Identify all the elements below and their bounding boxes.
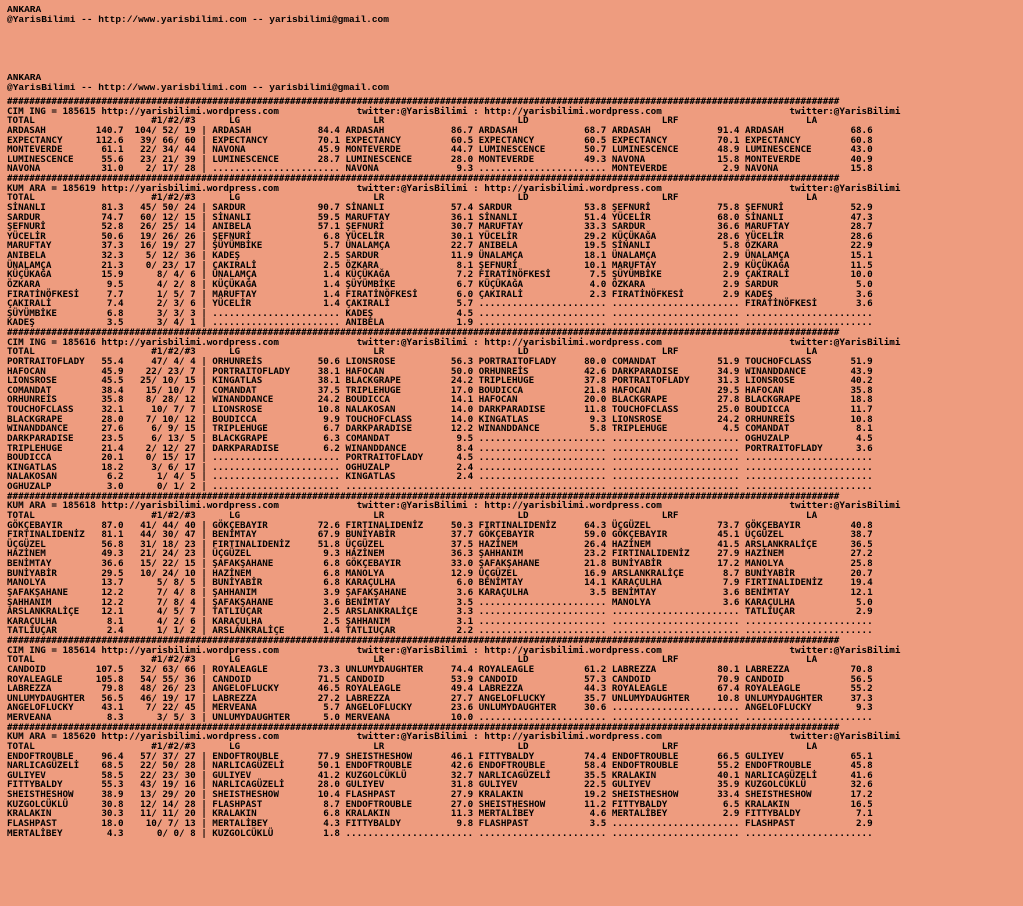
race-blocks [7, 97, 1023, 838]
race-block: ###################################################################################################################################################### KUM ARA = 185620 http://yarisbilimi.wordpress.com twitter:@YarisBilimi : http://yarisbilimi.wordpress.com twitter:@YarisBilimi TOTAL #1/#2/#3 LG LR LD LRF LA ENDOFTROUBLE 96.4 57/ 37/ 27 | ENDOFTROUBLE 77.9 SHEISTHESHOW 46.1 FITTYBALDY 74.4 ENDOFTROUBLE 66.5 GULIYEV 65.1 NARLICAGÜZELİ 68.5 22/ 50/ 28 | NARLICAGÜZELİ 50.1 ENDOFTROUBLE 42.6 ENDOFTROUBLE 58.4 ENDOFTROUBLE 55.2 ENDOFTROUBLE 45.8 GULIYEV 58.5 22/ 23/ 30 | GULIYEV 41.2 KUZGOLCÜKLÜ 32.7 NARLICAGÜZELİ 35.5 KRALAKIN 40.1 NARLICAGÜZELİ 41.6 FITTYBALDY 55.3 43/ 19/ 16 | NARLICAGÜZELİ 28.0 GULIYEV 31.8 GULIYEV 22.5 GULIYEV 35.9 KUZGOLCÜKLÜ 32.6 SHEISTHESHOW 38.9 13/ 29/ 20 | SHEISTHESHOW 10.4 FLASHPAST 27.9 KRALAKIN 19.2 SHEISTHESHOW 33.4 SHEISTHESHOW 17.2 KUZGOLCÜKLÜ 30.8 12/ 14/ 28 | FLASHPAST 8.7 ENDOFTROUBLE 27.0 SHEISTHESHOW 11.2 FITTYBALDY 6.5 KRALAKIN 16.5 KRALAKIN 30.3 11/ 11/ 20 | KRALAKIN 6.8 KRALAKIN 11.3 MERTALİBEY 4.6 MERTALİBEY 2.9 FITTYBALDY 7.1 FLASHPAST 18.0 10/ 7/ 13 | MERTALİBEY 4.3 FITTYBALDY 9.8 FLASHPAST 3.5 ....................... FLASHPAST 2.9 MERTALİBEY 4.3 0/ 0/ 8 | KUZGOLCÜKLÜ 1.8 ....................... ....................... ....................... ....................... [7, 722, 901, 839]
race-block: ###################################################################################################################################################### CIM ING = 185615 http://yarisbilimi.wordpress.com twitter:@YarisBilimi : http://yarisbilimi.wordpress.com twitter:@YarisBilimi TOTAL #1/#2/#3 LG LR LD LRF LA ARDASAH 140.7 104/ 52/ 19 | ARDASAH 84.4 ARDASAH 86.7 ARDASAH 68.7 ARDASAH 91.4 ARDASAH 68.6 EXPECTANCY 112.6 39/ 66/ 60 | EXPECTANCY 70.1 EXPECTANCY 60.5 EXPECTANCY 60.5 EXPECTANCY 70.1 EXPECTANCY 60.8 MONTEVERDE 61.1 22/ 34/ 44 | NAVONA 45.9 MONTEVERDE 44.7 LUMINESCENCE 50.7 LUMINESCENCE 48.9 LUMINESCENCE 43.0 LUMINESCENCE 55.6 23/ 21/ 39 | LUMINESCENCE 28.7 LUMINESCENCE 28.0 MONTEVERDE 49.3 NAVONA 15.8 MONTEVERDE 40.9 NAVONA 31.0 2/ 17/ 28 | ....................... NAVONA 9.3 ....................... MONTEVERDE 2.9 NAVONA 15.8 [7, 97, 901, 174]
contact-line-repeat: @YarisBilimi -- http://www.yarisbilimi.com -- yarisbilimi@gmail.com [7, 82, 389, 93]
race-block: ###################################################################################################################################################### KUM ARA = 185618 http://yarisbilimi.wordpress.com twitter:@YarisBilimi : http://yarisbilimi.wordpress.com twitter:@YarisBilimi TOTAL #1/#2/#3 LG LR LD LRF LA GÖKÇEBAYIR 87.0 41/ 44/ 40 | GÖKÇEBAYIR 72.6 FIRTINALIDENİZ 50.3 FIRTINALIDENİZ 64.3 ÜÇGÜZEL 73.7 GÖKÇEBAYIR 40.8 FIRTINALIDENİZ 81.1 44/ 30/ 47 | BENİMTAY 67.9 BUNİYABİR 37.7 GÖKÇEBAYIR 59.0 GÖKÇEBAYIR 45.1 ÜÇGÜZEL 38.7 ÜÇGÜZEL 56.8 31/ 18/ 23 | FIRTINALIDENİZ 51.8 ÜÇGÜZEL 37.5 HAZİNEM 26.4 HAZİNEM 41.5 ARSLANKRALİÇE 36.5 HAZİNEM 49.3 21/ 24/ 23 | ÜÇGÜZEL 9.3 HAZİNEM 36.3 ŞAHHANIM 23.2 FIRTINALIDENİZ 27.9 HAZİNEM 27.2 BENİMTAY 36.6 15/ 22/ 15 | ŞAFAKŞAHANE 6.8 GÖKÇEBAYIR 33.0 ŞAFAKŞAHANE 21.8 BUNİYABİR 17.2 MANOLYA 25.8 BUNİYABİR 29.5 10/ 24/ 10 | HAZİNEM 6.8 MANOLYA 12.9 ÜÇGÜZEL 16.9 ARSLANKRALİÇE 8.7 BUNİYABİR 20.7 MANOLYA 13.7 5/ 8/ 5 | BUNİYABİR 6.8 KARAÇULHA 6.0 BENİMTAY 14.1 KARAÇULHA 7.9 FIRTINALIDENİZ 19.4 ŞAFAKŞAHANE 12.2 7/ 4/ 8 | ŞAHHANIM 3.9 ŞAFAKŞAHANE 3.6 KARAÇULHA 3.5 BENİMTAY 3.6 BENİMTAY 12.1 ŞAHHANIM 12.2 7/ 8/ 4 | ŞAFAKŞAHANE 3.6 BENİMTAY 3.5 ....................... MANOLYA 3.6 KARAÇULHA 5.0 ARSLANKRALİÇE 12.1 4/ 5/ 7 | TATLIUÇAR 2.5 ARSLANKRALİÇE 3.3 ....................... ....................... TATLIUÇAR 2.9 KARAÇULHA 8.1 4/ 2/ 6 | KARAÇULHA 2.5 ŞAHHANIM 3.1 ....................... ....................... ....................... TATLIUÇAR 2.4 1/ 1/ 2 | ARSLANKRALİÇE 1.4 TATLIUÇAR 2.2 ....................... ....................... ....................... [7, 491, 901, 636]
contact-line: @YarisBilimi -- http://www.yarisbilimi.com -- yarisbilimi@gmail.com [7, 14, 389, 25]
report-header-top [7, 5, 1023, 25]
city-label-repeat: ANKARA [7, 72, 42, 83]
race-block: ###################################################################################################################################################### CIM ING = 185614 http://yarisbilimi.wordpress.com twitter:@YarisBilimi : http://yarisbilimi.wordpress.com twitter:@YarisBilimi TOTAL #1/#2/#3 LG LR LD LRF LA CANDOID 107.5 32/ 63/ 66 | ROYALEAGLE 73.3 UNLUMYDAUGHTER 74.4 ROYALEAGLE 61.2 LABREZZA 80.1 LABREZZA 70.8 ROYALEAGLE 105.8 54/ 55/ 36 | CANDOID 71.5 CANDOID 53.9 CANDOID 57.3 CANDOID 70.9 CANDOID 56.5 LABREZZA 79.8 48/ 26/ 23 | ANGELOFLUCKY 46.5 ROYALEAGLE 49.4 LABREZZA 44.3 ROYALEAGLE 67.4 ROYALEAGLE 55.2 UNLUMYDAUGHTER 56.5 46/ 19/ 17 | LABREZZA 27.2 LABREZZA 27.7 ANGELOFLUCKY 35.7 UNLUMYDAUGHTER 10.8 UNLUMYDAUGHTER 37.3 ANGELOFLUCKY 43.1 7/ 22/ 45 | MERVEANA 5.7 ANGELOFLUCKY 23.6 UNLUMYDAUGHTER 30.6 ....................... ANGELOFLUCKY 9.3 MERVEANA 8.3 3/ 5/ 3 | UNLUMYDAUGHTER 5.0 MERVEANA 10.0 ....................... ....................... ....................... [7, 636, 901, 723]
report-header-second [7, 73, 1023, 93]
race-block: ###################################################################################################################################################### KUM ARA = 185619 http://yarisbilimi.wordpress.com twitter:@YarisBilimi : http://yarisbilimi.wordpress.com twitter:@YarisBilimi TOTAL #1/#2/#3 LG LR LD LRF LA SİNANLI 81.3 45/ 50/ 24 | SARDUR 90.7 SİNANLI 57.4 SARDUR 53.8 ŞEFNURİ 75.8 ŞEFNURİ 52.9 SARDUR 74.7 60/ 12/ 15 | SİNANLI 59.5 MARUFTAY 36.1 SİNANLI 51.4 YÜCELİR 68.0 SİNANLI 47.3 ŞEFNURİ 52.8 26/ 25/ 14 | ANIBELA 57.1 ŞEFNURİ 30.7 MARUFTAY 33.3 SARDUR 36.6 MARUFTAY 28.7 YÜCELİR 50.6 19/ 26/ 26 | ŞEFNURİ 6.8 YÜCELİR 30.1 YÜCELİR 29.2 KÜÇÜKAĞA 28.6 YÜCELİR 28.6 MARUFTAY 37.3 16/ 19/ 27 | ŞÜYÜMBİKE 5.7 ÜNALAMÇA 22.7 ANIBELA 19.5 SİNANLI 5.8 ÖZKARA 22.9 ANIBELA 32.3 5/ 12/ 36 | KADEŞ 2.5 SARDUR 11.9 ÜNALAMÇA 18.1 ÜNALAMÇA 2.9 ÜNALAMÇA 15.1 ÜNALAMÇA 21.3 0/ 23/ 17 | ÇAKIRALİ 2.5 ÖZKARA 8.1 ŞEFNURİ 10.1 MARUFTAY 2.9 KÜÇÜKAĞA 11.5 KÜÇÜKAĞA 15.9 8/ 4/ 6 | ÜNALAMÇA 1.4 KÜÇÜKAĞA 7.2 FIRATİNÖFKESİ 7.5 ŞÜYÜMBİKE 2.9 ÇAKIRALİ 10.0 ÖZKARA 9.5 4/ 2/ 8 | KÜÇÜKAĞA 1.4 ŞÜYÜMBİKE 6.7 KÜÇÜKAĞA 4.0 ÖZKARA 2.9 SARDUR 5.0 FIRATİNÖFKESİ 7.7 1/ 5/ 7 | MARUFTAY 1.4 FIRATİNÖFKESİ 6.0 ÇAKIRALİ 2.3 FIRATİNÖFKESİ 2.9 KADEŞ 3.6 ÇAKIRALİ 7.4 2/ 3/ 6 | YÜCELİR 1.4 ÇAKIRALİ 5.7 ....................... ....................... FIRATİNÖFKESİ 3.6 ŞÜYÜMBİKE 6.8 3/ 3/ 3 | ....................... KADEŞ 4.5 ....................... ....................... ....................... KADEŞ 3.5 3/ 4/ 1 | ....................... ANIBELA 1.9 ....................... ....................... ....................... [7, 174, 901, 328]
race-block: ###################################################################################################################################################### CIM ING = 185616 http://yarisbilimi.wordpress.com twitter:@YarisBilimi : http://yarisbilimi.wordpress.com twitter:@YarisBilimi TOTAL #1/#2/#3 LG LR LD LRF LA PORTRAITOFLADY 55.4 47/ 4/ 4 | ORHUNREİS 50.6 LIONSROSE 56.3 PORTRAITOFLADY 80.0 COMANDAT 51.9 TOUCHOFCLASS 51.9 HAFOCAN 45.9 22/ 23/ 7 | PORTRAITOFLADY 38.1 HAFOCAN 50.0 ORHUNREİS 42.6 DARKPARADISE 34.9 WINANDDANCE 43.9 LIONSROSE 45.5 25/ 10/ 15 | KINGATLAS 38.1 BLACKGRAPE 24.2 TRIPLEHUGE 37.8 PORTRAITOFLADY 31.3 LIONSROSE 40.2 COMANDAT 38.4 15/ 10/ 7 | COMANDAT 37.5 TRIPLEHUGE 17.0 BOUDICCA 21.8 HAFOCAN 29.5 HAFOCAN 35.8 ORHUNREİS 35.8 8/ 28/ 12 | WINANDDANCE 24.2 BOUDICCA 14.1 HAFOCAN 20.0 BLACKGRAPE 27.8 BLACKGRAPE 18.8 TOUCHOFCLASS 32.1 10/ 7/ 7 | LIONSROSE 10.8 NALAKOSAN 14.0 DARKPARADISE 11.8 TOUCHOFCLASS 25.0 BOUDICCA 11.7 BLACKGRAPE 28.0 7/ 10/ 12 | BOUDICCA 9.9 TOUCHOFCLASS 14.0 KINGATLAS 9.3 LIONSROSE 24.2 ORHUNREİS 10.8 WINANDDANCE 27.6 6/ 9/ 15 | TRIPLEHUGE 6.7 DARKPARADISE 12.2 WINANDDANCE 5.8 TRIPLEHUGE 4.5 COMANDAT 8.1 DARKPARADISE 23.5 6/ 13/ 5 | BLACKGRAPE 6.3 COMANDAT 9.5 ....................... ....................... OGHUZALP 4.5 TRIPLEHUGE 21.4 2/ 12/ 27 | DARKPARADISE 6.2 WINANDDANCE 8.4 ....................... ....................... PORTRAITOFLADY 3.6 BOUDICCA 20.1 0/ 15/ 17 | ....................... PORTRAITOFLADY 4.5 ....................... ....................... ....................... KINGATLAS 18.2 3/ 6/ 17 | ....................... OGHUZALP 2.4 ....................... ....................... ....................... NALAKOSAN 6.2 1/ 4/ 5 | ....................... KINGATLAS 2.4 ....................... ....................... ....................... OGHUZALP 3.0 0/ 1/ 2 | ....................... ....................... ....................... ....................... ....................... [7, 328, 901, 492]
city-label: ANKARA [7, 4, 42, 15]
